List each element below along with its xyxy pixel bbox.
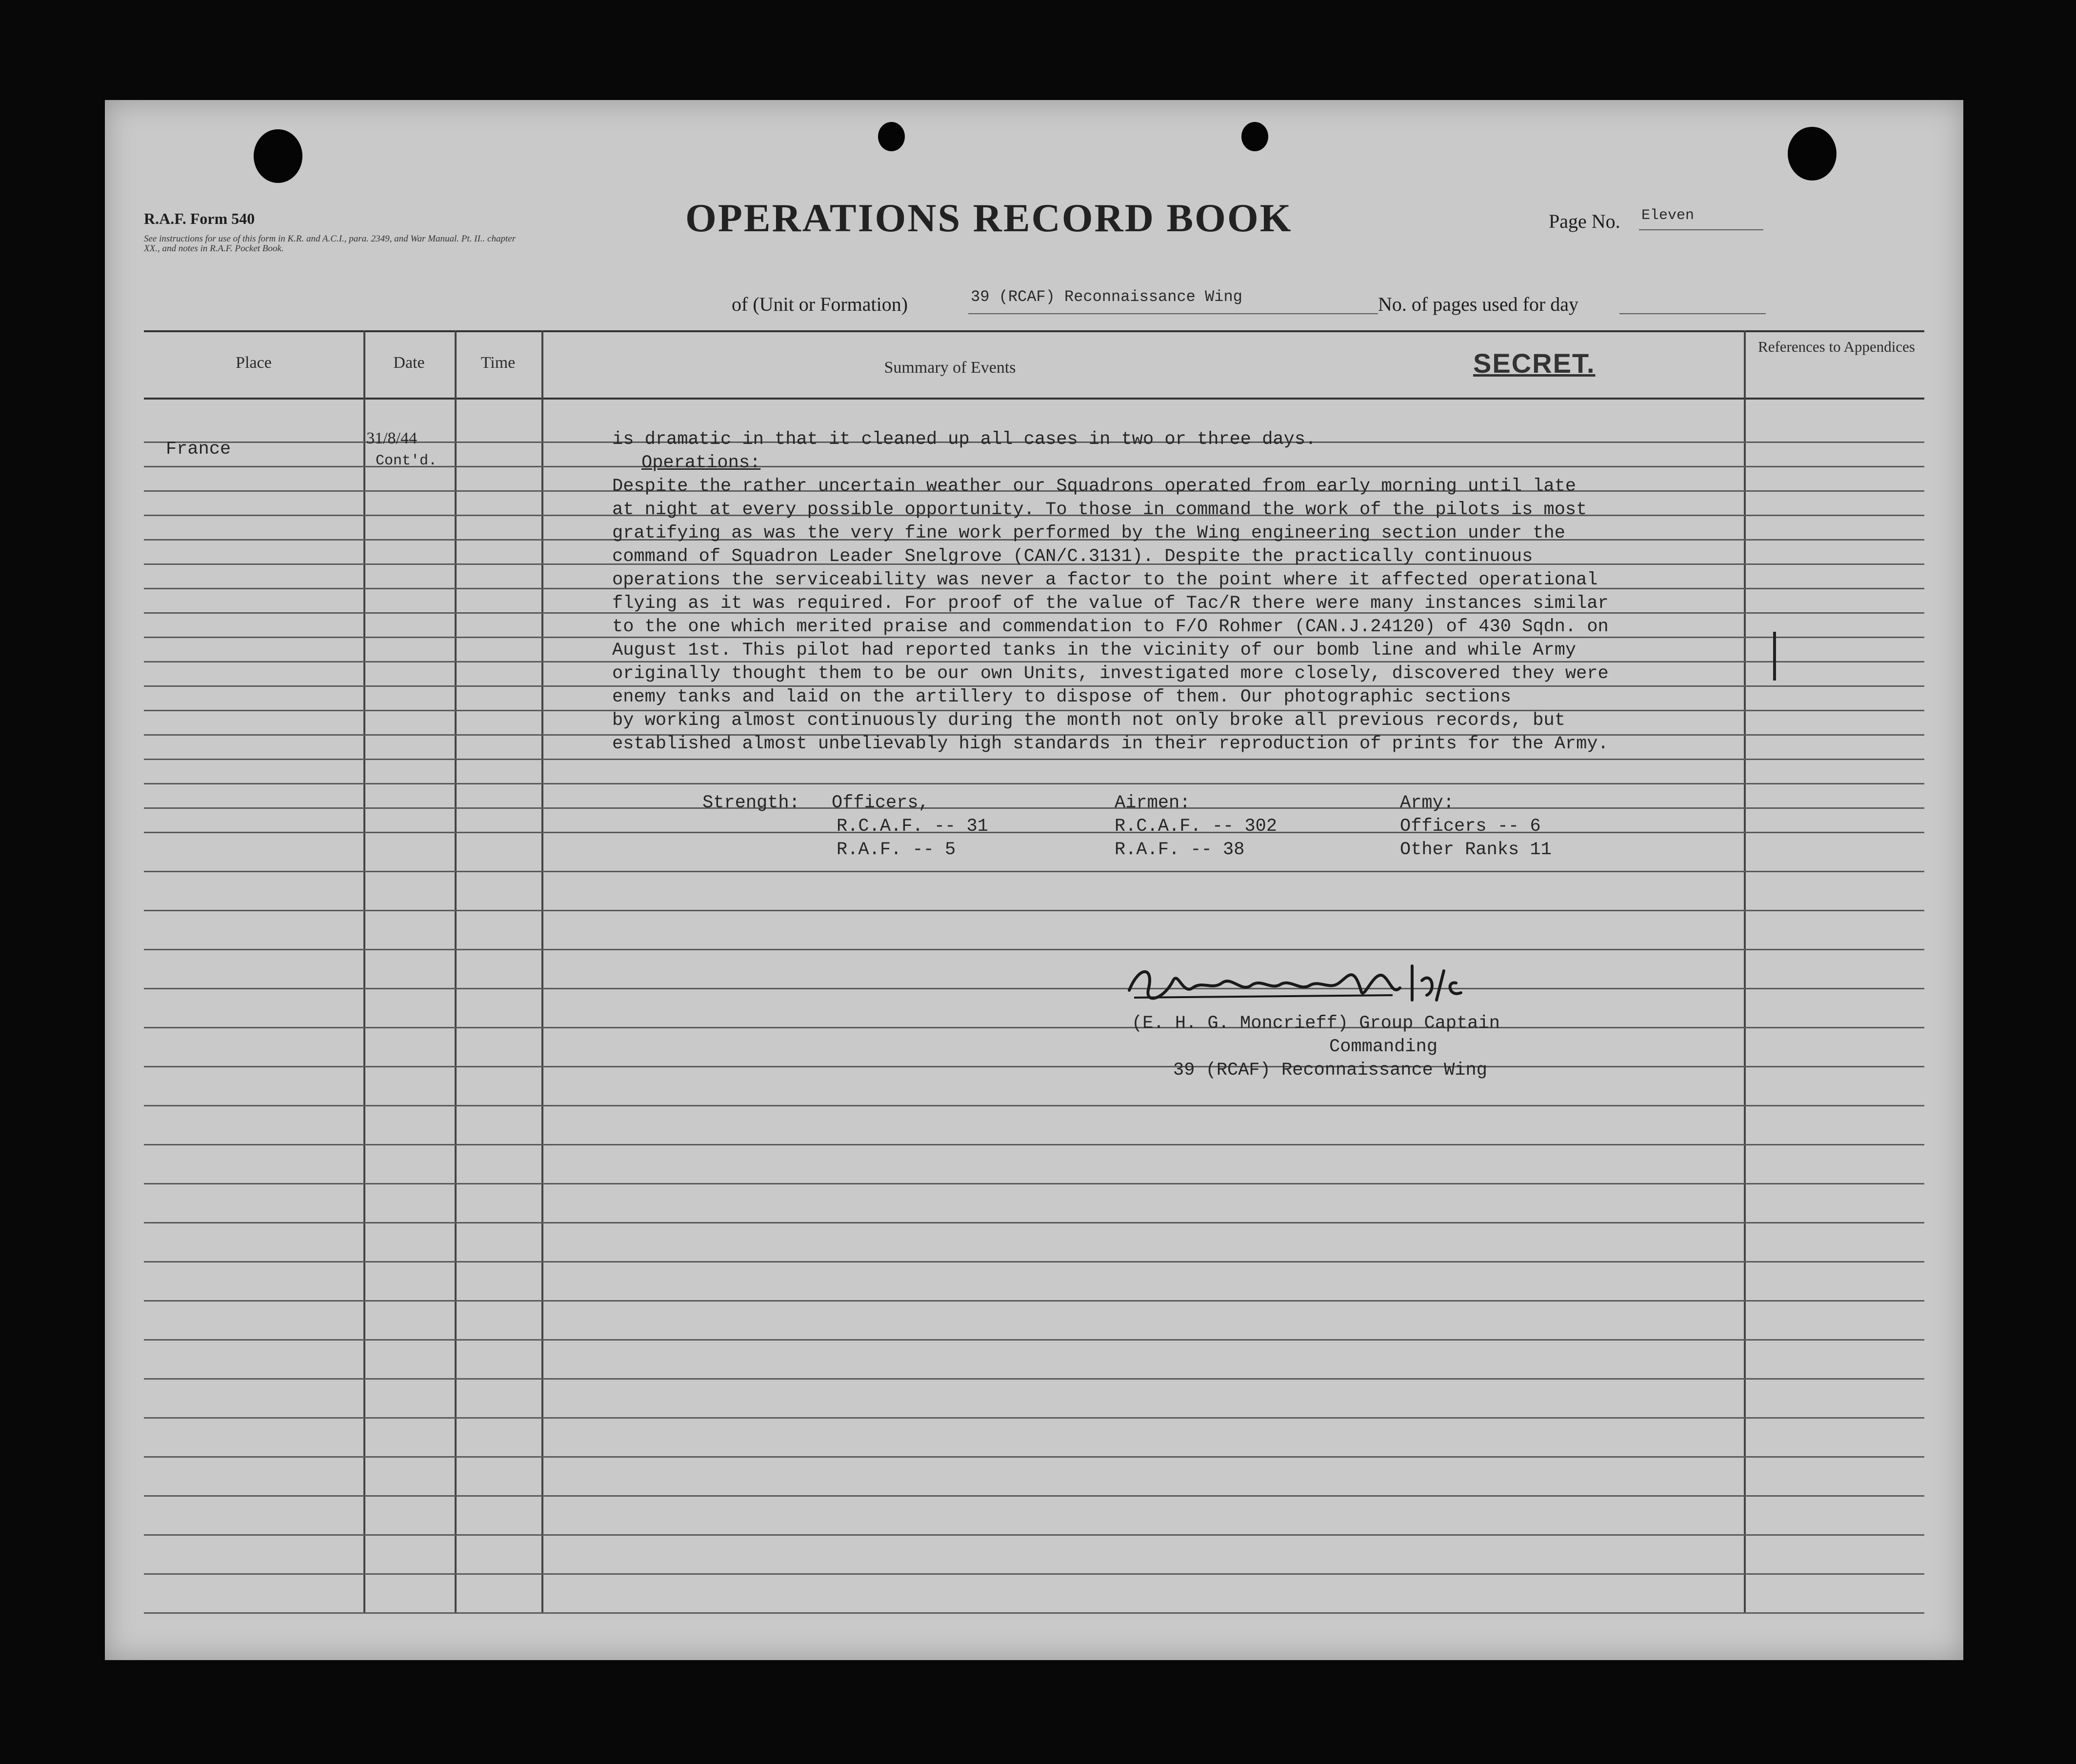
col-divider-4 <box>1744 330 1746 1613</box>
page-no-value: Eleven <box>1641 207 1695 224</box>
punch-hole-left <box>254 129 302 183</box>
ruled-line <box>144 1378 1924 1380</box>
strength-army-officers: Officers -- 6 <box>1400 816 1541 837</box>
col-divider-2 <box>455 330 457 1613</box>
punch-hole-right <box>1788 127 1836 180</box>
ruled-line <box>144 1534 1924 1536</box>
ruled-line <box>144 1612 1924 1614</box>
ruled-line <box>144 1300 1924 1302</box>
ruled-line <box>144 949 1924 950</box>
strength-airmen-raf: R.A.F. -- 38 <box>1115 840 1245 860</box>
pages-used-underline <box>1619 313 1766 314</box>
summary-heading-operations: Operations: <box>641 453 761 473</box>
ruled-line <box>144 871 1924 872</box>
page-no-label: Page No. <box>1549 210 1620 232</box>
entry-place: France <box>166 439 231 460</box>
ruled-line <box>144 1417 1924 1419</box>
summary-line: is dramatic in that it cleaned up all cases in two or three days. <box>612 429 1317 450</box>
ruled-line <box>144 759 1924 760</box>
summary-line: at night at every possible opportunity. To those in command the work of the pilots is most <box>612 500 1587 520</box>
strength-officers-label: Officers, <box>832 793 929 813</box>
ruled-line <box>144 1456 1924 1458</box>
ruled-line <box>144 832 1924 833</box>
ruled-line <box>144 807 1924 809</box>
unit-label: of (Unit or Formation) <box>732 293 908 315</box>
handwritten-signature <box>1119 961 1490 1015</box>
page-title: OPERATIONS RECORD BOOK <box>685 196 1293 240</box>
strength-officers-raf: R.A.F. -- 5 <box>837 840 956 860</box>
ruled-line <box>144 783 1924 784</box>
summary-line: enemy tanks and laid on the artillery to dispose of them. Our photographic sections <box>612 687 1511 707</box>
strength-army-label: Army: <box>1400 793 1455 813</box>
col-divider-1 <box>363 330 365 1613</box>
ruled-line <box>144 1495 1924 1497</box>
entry-date: 31/8/44 <box>366 429 417 447</box>
signature-unit: 39 (RCAF) Reconnaissance Wing <box>1173 1060 1487 1081</box>
ruled-line <box>144 1222 1924 1223</box>
ruled-line <box>144 1105 1924 1106</box>
ruled-line <box>144 1339 1924 1341</box>
ruled-line <box>144 910 1924 911</box>
ruled-line <box>144 988 1924 989</box>
summary-line: to the one which merited praise and commendation to F/O Rohmer (CAN.J.24120) of 430 Sqdn. on <box>612 617 1609 637</box>
col-divider-3 <box>541 330 543 1613</box>
summary-line: flying as it was required. For proof of the value of Tac/R there were many instances similar <box>612 593 1609 614</box>
summary-line: operations the serviceability was never a factor to the point where it affected operational <box>612 570 1598 590</box>
ruled-line <box>144 1261 1924 1263</box>
form-number: R.A.F. Form 540 <box>144 210 255 227</box>
form-instructions: See instructions for use of this form in K.R. and A.C.I., para. 2349, and War Manual. Pt. II.. chapter XX., and notes in R.A.F. Pocket Book. <box>144 234 516 254</box>
pages-used-label: No. of pages used for day <box>1378 293 1578 315</box>
strength-airmen-rcaf: R.C.A.F. -- 302 <box>1115 816 1278 837</box>
entry-date-continued: Cont'd. <box>376 453 438 469</box>
header-date: Date <box>393 354 425 372</box>
header-summary: Summary of Events <box>884 359 1016 377</box>
strength-label: Strength: <box>702 793 800 813</box>
summary-line: by working almost continuously during the month not only broke all previous records, but <box>612 710 1565 731</box>
ruled-line <box>144 1144 1924 1145</box>
reference-mark <box>1773 632 1776 681</box>
summary-line: Despite the rather uncertain weather our Squadrons operated from early morning until late <box>612 476 1577 497</box>
punch-hole-center-right <box>1241 122 1268 151</box>
strength-army-other-ranks: Other Ranks 11 <box>1400 840 1552 860</box>
ruled-line <box>144 661 1924 662</box>
page-no-underline <box>1639 229 1763 230</box>
header-place: Place <box>236 354 272 372</box>
secret-stamp: SECRET. <box>1473 348 1596 379</box>
signature-role: Commanding <box>1329 1037 1438 1057</box>
table-header-border <box>144 398 1924 400</box>
signature-name: (E. H. G. Moncrieff) Group Captain <box>1132 1013 1500 1034</box>
ruled-line <box>144 1066 1924 1067</box>
strength-officers-rcaf: R.C.A.F. -- 31 <box>837 816 988 837</box>
header-time: Time <box>480 354 516 372</box>
summary-line: established almost unbelievably high standards in their reproduction of prints for the Army. <box>612 734 1609 754</box>
summary-line: command of Squadron Leader Snelgrove (CAN/C.3131). Despite the practically continuous <box>612 546 1533 567</box>
table-top-border <box>144 330 1924 332</box>
summary-line: August 1st. This pilot had reported tanks in the vicinity of our bomb line and while Army <box>612 640 1577 661</box>
header-references: References to Appendices <box>1758 338 1915 355</box>
strength-airmen-label: Airmen: <box>1115 793 1191 813</box>
unit-underline <box>968 313 1378 314</box>
form-sheet <box>105 100 1963 1660</box>
ruled-line <box>144 1183 1924 1184</box>
unit-value: 39 (RCAF) Reconnaissance Wing <box>971 288 1242 306</box>
summary-line: originally thought them to be our own Units, investigated more closely, discovered they were <box>612 663 1609 684</box>
punch-hole-center-left <box>878 122 905 151</box>
ruled-line <box>144 1027 1924 1028</box>
ruled-line <box>144 1573 1924 1575</box>
summary-line: gratifying as was the very fine work performed by the Wing engineering section under the <box>612 523 1565 543</box>
